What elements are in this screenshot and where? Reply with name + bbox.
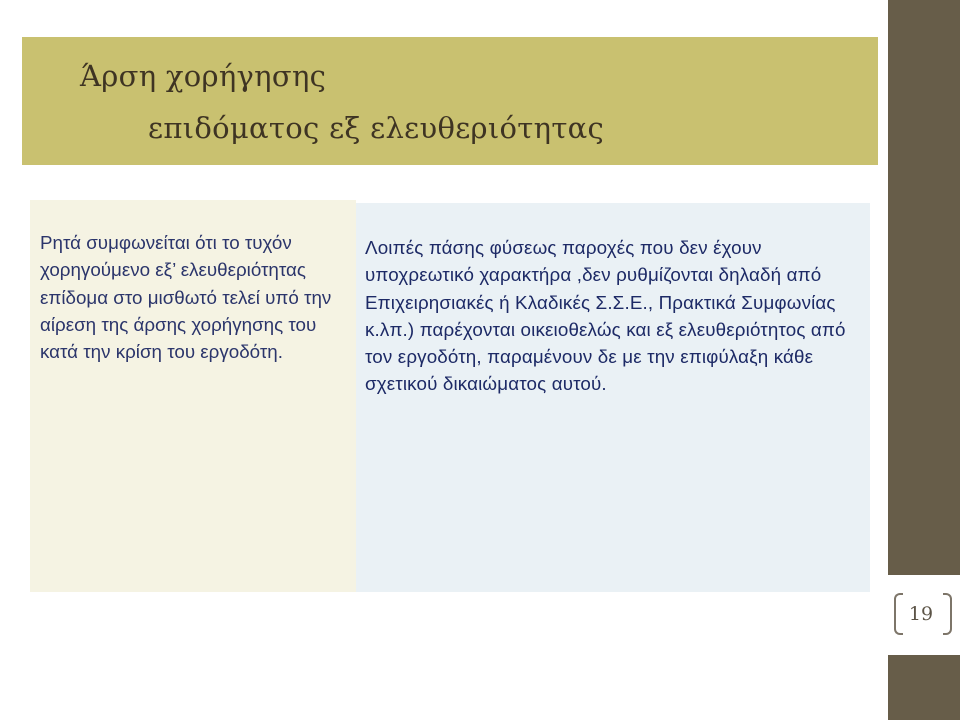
page-number: 19: [908, 603, 934, 625]
page-number-badge: [882, 575, 960, 655]
title-band: [22, 37, 878, 165]
left-content-box: [30, 200, 356, 592]
right-content-box: [356, 203, 870, 592]
left-paragraph: Ρητά συμφωνείται ότι το τυχόν χορηγούμενο εξ’ ελευθεριότητας επίδομα στο μισθωτό τελεί υπό την αίρεση της άρσης χορήγησης του κατά την κρίση του εργοδότη.: [40, 232, 332, 363]
slide-title-line-2: επιδόματος εξ ελευθεριότητας: [148, 111, 605, 145]
slide-title-line-1: Άρση χορήγησης: [80, 59, 327, 93]
right-paragraph: Λοιπές πάσης φύσεως παροχές που δεν έχουν υποχρεωτικό χαρακτήρα ,δεν ρυθμίζονται δηλαδή από Επιχειρησιακές ή Κλαδικές Σ.Σ.Ε., Πρακτικά Συμφωνίας κ.λπ.) παρέχονται οικειοθελώς και εξ ελευθεριότητος από τον εργοδότη, παραμένουν δε με την επιφύλαξη κάθε σχετικού δικαιώματος αυτού.: [365, 237, 846, 395]
right-bracket-icon: [943, 593, 952, 635]
